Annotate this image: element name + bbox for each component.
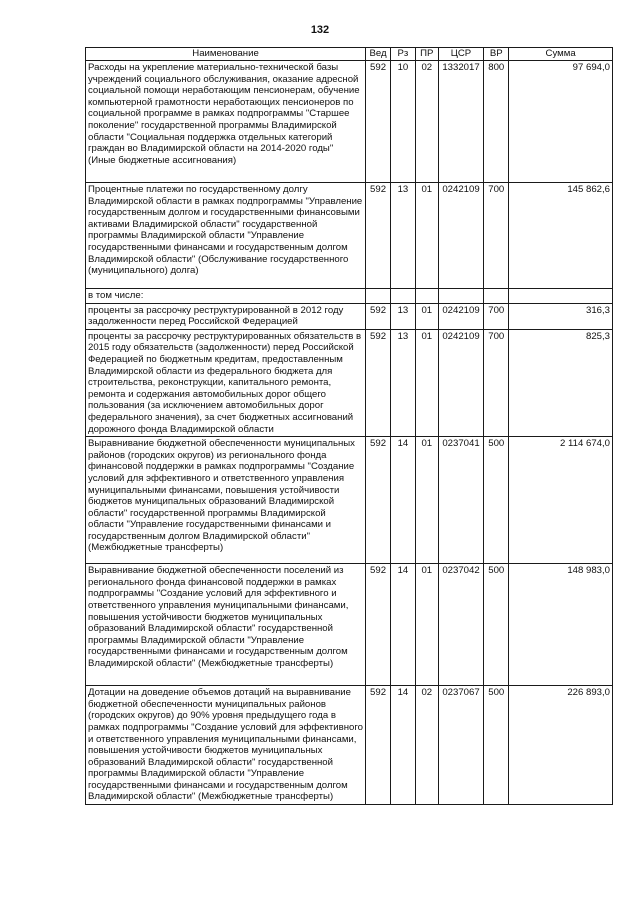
cell-ved: 592 (366, 686, 391, 805)
table-row (86, 183, 613, 289)
cell-ved: 592 (366, 183, 391, 289)
cell-vr: 700 (484, 329, 509, 436)
cell-vr: 500 (484, 564, 509, 686)
table-row (86, 686, 613, 805)
cell-ved: 592 (366, 303, 391, 329)
cell-pr: 01 (415, 564, 438, 686)
cell-csr: 0237067 (438, 686, 484, 805)
cell-name: Процентные платежи по государственному долгу Владимирской области в рамках подпрограммы "Управление государственным долгом и государственными финансовыми активами Владимирской области" государственной программы Владимирской области "Управление государственными финансами и государственным долгом Владимирской области" (Обслуживание государственного (муниципального) долга) (86, 183, 366, 289)
cell-pr (415, 289, 438, 304)
cell-rz: 14 (390, 437, 415, 564)
cell-vr: 700 (484, 303, 509, 329)
page-number: 132 (310, 24, 330, 36)
table-row (86, 437, 613, 564)
table-row (86, 329, 613, 436)
cell-rz: 13 (390, 183, 415, 289)
header-name: Наименование (86, 48, 366, 61)
cell-name: проценты за рассрочку реструктурированных обязательств в 2015 году обязательств (задолженности) перед Российской Федерацией по бюджетным кредитам, предоставленным Владимирской области из федерального бюджета для строительства, реконструкции, капитального ремонта, ремонта и содержания автомобильных дорог общего пользования (за исключением автомобильных дорог федерального значения), за счет бюджетных ассигнований дорожного фонда Владимирской области (86, 329, 366, 436)
cell-name: Расходы на укрепление материально-технической базы учреждений социального обслуживания, оказание адресной социальной помощи неработающим пенсионерам, обучение компьютерной грамотности неработающих пенсионеров по социальной программе в рамках подпрограммы "Старшее поколение" государственной программы Владимирской области "Социальная поддержка отдельных категорий граждан во Владимирской области на 2014-2020 годы" (Иные бюджетные ассигнования) (86, 61, 366, 183)
cell-name: Выравнивание бюджетной обеспеченности поселений из регионального фонда финансовой поддержки в рамках подпрограммы "Создание условий для эффективного и ответственного управления муниципальными финансами, повышения устойчивости бюджетов муниципальных образований Владимирской области" государственной программы Владимирской области "Управление государственными финансами и государственным долгом Владимирской области" (Межбюджетные трансферты) (86, 564, 366, 686)
cell-sum: 97 694,0 (509, 61, 613, 183)
cell-csr: 0242109 (438, 329, 484, 436)
table-row (86, 289, 613, 304)
cell-sum: 226 893,0 (509, 686, 613, 805)
cell-ved: 592 (366, 61, 391, 183)
cell-name: проценты за рассрочку реструктурированной в 2012 году задолженности перед Российской Федерацией (86, 303, 366, 329)
cell-vr: 700 (484, 183, 509, 289)
cell-rz: 14 (390, 564, 415, 686)
cell-rz (390, 289, 415, 304)
cell-name: Дотации на доведение объемов дотаций на выравнивание бюджетной обеспеченности муниципальных районов (городских округов) до 90% уровня предыдущего года в рамках подпрограммы "Создание условий для эффективного и ответственного управления муниципальными финансами, повышения устойчивости бюджетов муниципальных образований Владимирской области" государственной программы Владимирской области "Управление государственными финансами и государственным долгом Владимирской области" (Межбюджетные трансферты) (86, 686, 366, 805)
table-row (86, 61, 613, 183)
cell-vr: 500 (484, 437, 509, 564)
cell-pr: 01 (415, 437, 438, 564)
header-pr: ПР (415, 48, 438, 61)
budget-table (85, 47, 613, 805)
cell-vr: 800 (484, 61, 509, 183)
cell-rz: 14 (390, 686, 415, 805)
cell-vr: 500 (484, 686, 509, 805)
table-row (86, 303, 613, 329)
cell-pr: 01 (415, 303, 438, 329)
cell-sum: 148 983,0 (509, 564, 613, 686)
cell-csr: 1332017 (438, 61, 484, 183)
table-header-row (86, 48, 613, 61)
cell-csr: 0237042 (438, 564, 484, 686)
cell-name: в том числе: (86, 289, 366, 304)
cell-csr: 0242109 (438, 303, 484, 329)
header-vr: ВР (484, 48, 509, 61)
cell-pr: 01 (415, 183, 438, 289)
cell-pr: 01 (415, 329, 438, 436)
cell-ved: 592 (366, 329, 391, 436)
cell-pr: 02 (415, 61, 438, 183)
cell-sum: 316,3 (509, 303, 613, 329)
header-ved: Вед (366, 48, 391, 61)
cell-csr: 0237041 (438, 437, 484, 564)
cell-ved: 592 (366, 437, 391, 564)
cell-vr (484, 289, 509, 304)
cell-ved: 592 (366, 564, 391, 686)
cell-csr: 0242109 (438, 183, 484, 289)
cell-sum: 825,3 (509, 329, 613, 436)
cell-pr: 02 (415, 686, 438, 805)
cell-sum: 2 114 674,0 (509, 437, 613, 564)
cell-rz: 13 (390, 329, 415, 436)
header-sum: Сумма (509, 48, 613, 61)
header-csr: ЦСР (438, 48, 484, 61)
table-row (86, 564, 613, 686)
cell-sum (509, 289, 613, 304)
cell-rz: 13 (390, 303, 415, 329)
cell-name: Выравнивание бюджетной обеспеченности муниципальных районов (городских округов) из регионального фонда финансовой поддержки в рамках подпрограммы "Создание условий для эффективного и ответственного управления муниципальными финансами, повышения устойчивости бюджетов муниципальных образований Владимирской области" государственной программы Владимирской области "Управление государственными финансами и государственным долгом Владимирской области" (Межбюджетные трансферты) (86, 437, 366, 564)
cell-csr (438, 289, 484, 304)
cell-rz: 10 (390, 61, 415, 183)
header-rz: Рз (390, 48, 415, 61)
cell-sum: 145 862,6 (509, 183, 613, 289)
cell-ved (366, 289, 391, 304)
